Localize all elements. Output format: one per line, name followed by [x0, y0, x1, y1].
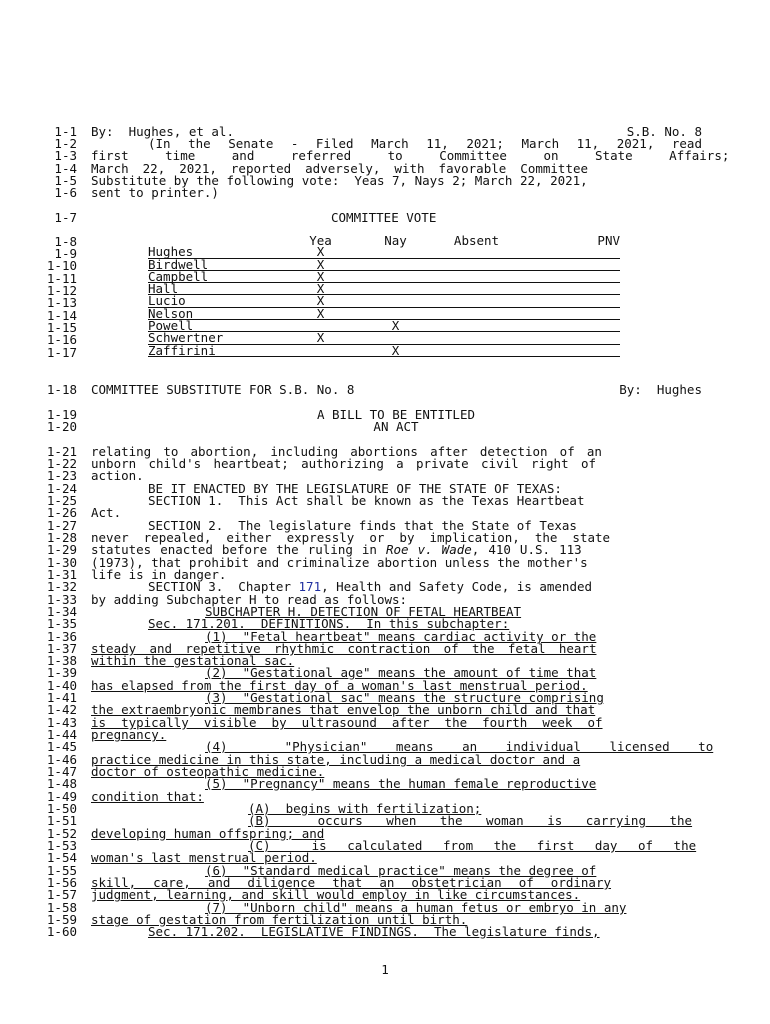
line-1-39: 1-39 (2) "Gestational age" means the amount of time that	[46, 665, 597, 680]
vote-table-header	[148, 235, 620, 246]
line-1-2: 1-2 (In the Senate - Filed March 11, 2021; March 11, 2021, read	[54, 136, 702, 151]
absent-mark	[433, 258, 520, 270]
col-absent: Absent	[453, 233, 500, 248]
line-1-25: 1-25 SECTION 1. This Act shall be known as the Texas Heartbeat	[46, 493, 585, 508]
line-1-37: 1-37 steady and repetitive rhythmic contraction of the fetal heart	[46, 641, 597, 656]
line-1-54: 1-54 woman's last menstrual period.	[46, 850, 317, 865]
yea-mark: X	[316, 305, 325, 321]
line-1-23: 1-23 action.	[46, 468, 144, 483]
nay-mark	[358, 246, 433, 258]
col-yea: Yea	[309, 233, 332, 248]
bill-history: Substitute by the following vote: Yeas 7, Nays 2; March 22, 2021,	[91, 173, 588, 188]
bill-history: first time and referred to Committee on State Affairs;	[91, 148, 730, 163]
table-row	[148, 246, 620, 258]
line-1-44: 1-44 pregnancy.	[46, 727, 167, 742]
member-name: Hall	[148, 281, 179, 297]
absent-mark	[433, 320, 520, 332]
line-1-42: 1-42 the extraembryonic membranes that envelop the unborn child and that	[46, 702, 596, 717]
line-1-24: 1-24 BE IT ENACTED BY THE LEGISLATURE OF THE STATE OF TEXAS:	[46, 481, 562, 496]
pnv-mark	[520, 295, 620, 307]
absent-mark	[433, 246, 520, 258]
yea-mark: X	[316, 330, 325, 346]
pnv-mark	[520, 307, 620, 319]
line-1-57: 1-57 judgment, learning, and skill would employ in like circumstances.	[46, 887, 581, 902]
line-1-31: 1-31 life is in danger.	[46, 567, 227, 582]
bill-subtitle: AN ACT	[373, 419, 419, 434]
committee-vote-table	[148, 235, 620, 357]
line-1-48: 1-48 (5) "Pregnancy" means the human female reproductive	[46, 776, 597, 791]
table-row	[148, 258, 620, 270]
member-name: Birdwell	[148, 256, 209, 272]
line-number: 1-1	[54, 124, 77, 139]
line-1-56: 1-56 skill, care, and diligence that an obstetrician of ordinary	[46, 875, 612, 890]
line-number: 1-8	[54, 234, 77, 249]
line-1-40: 1-40 has elapsed from the first day of a woman's last menstrual period.	[46, 678, 588, 693]
table-row	[148, 283, 620, 295]
absent-mark	[433, 295, 520, 307]
member-name: Hughes	[148, 244, 194, 260]
yea-mark: X	[316, 268, 325, 284]
line-1-4: 1-4 March 22, 2021, reported adversely, with favorable Committee	[54, 161, 589, 176]
case-citation: Roe v. Wade	[385, 542, 472, 557]
nay-mark: X	[391, 342, 400, 358]
absent-mark	[433, 307, 520, 319]
substitute-title: COMMITTEE SUBSTITUTE FOR S.B. No. 8	[91, 382, 355, 397]
table-row	[148, 270, 620, 282]
line-1-46: 1-46 practice medicine in this state, including a medical doctor and a	[46, 752, 581, 767]
line-1-19: 1-19 A BILL TO BE ENTITLED	[0, 408, 770, 421]
absent-mark	[433, 332, 520, 344]
line-1-60: 1-60 Sec. 171.202. LEGISLATIVE FINDINGS. The legislature finds,	[46, 924, 600, 939]
sponsor: By: Hughes, et al.	[91, 124, 234, 139]
pnv-mark	[520, 283, 620, 295]
bill-title: A BILL TO BE ENTITLED	[316, 407, 476, 422]
member-name: Lucio	[148, 293, 186, 309]
pnv-mark	[520, 320, 620, 332]
line-1-58: 1-58 (7) "Unborn child" means a human fetus or embryo in any	[46, 900, 627, 915]
line-1-41: 1-41 (3) "Gestational sac" means the structure comprising	[46, 690, 604, 705]
table-row	[148, 344, 620, 356]
pnv-mark	[520, 344, 620, 356]
line-1-6: 1-6 sent to printer.)	[54, 185, 219, 200]
pnv-mark	[520, 270, 620, 282]
line-1-43: 1-43 is typically visible by ultrasound after the fourth week of	[46, 715, 603, 730]
line-1-47: 1-47 doctor of osteopathic medicine.	[46, 764, 325, 779]
line-1-55: 1-55 (6) "Standard medical practice" means the degree of	[46, 863, 597, 878]
member-name: Nelson	[148, 305, 194, 321]
substitute-by: By: Hughes	[619, 382, 702, 397]
line-1-27: 1-27 SECTION 2. The legislature finds that the State of Texas	[46, 518, 577, 533]
line-1-35: 1-35 Sec. 171.201. DEFINITIONS. In this subchapter:	[46, 616, 510, 631]
nay-mark	[358, 295, 433, 307]
member-name: Zaffirini	[148, 342, 216, 358]
nay-mark	[358, 258, 433, 270]
member-name: Schwertner	[148, 330, 224, 346]
line-1-18: 1-18 COMMITTEE SUBSTITUTE FOR S.B. No. 8 By: Hughes	[46, 382, 702, 397]
line-1-22: 1-22 unborn child's heartbeat; authorizing a private civil right of	[46, 456, 596, 471]
nay-mark	[358, 283, 433, 295]
section-heading: Sec. 171.201. DEFINITIONS. In this subchapter:	[148, 616, 510, 631]
yea-mark: X	[316, 293, 325, 309]
line-1-49: 1-49 condition that:	[46, 789, 204, 804]
yea-mark: X	[316, 244, 325, 260]
line-1-21: 1-21 relating to abortion, including abortions after detection of an	[46, 444, 602, 459]
line-1-34: 1-34 SUBCHAPTER H. DETECTION OF FETAL HEARTBEAT	[46, 604, 522, 619]
line-1-51: 1-51 (B) occurs when the woman is carrying the	[46, 813, 693, 828]
line-1-28: 1-28 never repealed, either expressly or by implication, the state	[46, 530, 611, 545]
line-1-45: 1-45 (4) "Physician" means an individual licensed to	[46, 739, 714, 754]
yea-mark	[283, 344, 358, 356]
line-1-59: 1-59 stage of gestation from fertilization until birth.	[46, 912, 468, 927]
subchapter-heading: SUBCHAPTER H. DETECTION OF FETAL HEARTBEAT	[205, 604, 522, 619]
line-1-5: 1-5 Substitute by the following vote: Yeas 7, Nays 2; March 22, 2021,	[54, 173, 588, 188]
bill-number: S.B. No. 8	[626, 124, 702, 139]
line-1-3: 1-3 first time and referred to Committee on State Affairs;	[54, 148, 730, 163]
line-1-38: 1-38 within the gestational sac.	[46, 653, 295, 668]
line-1-7: 1-7 COMMITTEE VOTE	[54, 210, 437, 225]
line-1-26: 1-26 Act.	[46, 505, 122, 520]
pnv-mark	[520, 258, 620, 270]
yea-mark: X	[316, 256, 325, 272]
page-number: 1	[381, 962, 389, 977]
pnv-mark	[520, 332, 620, 344]
member-name: Campbell	[148, 268, 209, 284]
col-pnv: PNV	[597, 233, 620, 248]
line-1-30: 1-30 (1973), that prohibit and criminalize abortion unless the mother's	[46, 555, 588, 570]
table-row	[148, 332, 620, 344]
absent-mark	[433, 283, 520, 295]
chapter-link[interactable]: 171	[298, 579, 322, 594]
line-1-29: 1-29 statutes enacted before the ruling in Roe v. Wade, 410 U.S. 113	[46, 542, 582, 557]
line-1-50: 1-50 (A) begins with fertilization;	[46, 801, 482, 816]
absent-mark	[433, 344, 520, 356]
yea-mark: X	[316, 281, 325, 297]
table-row	[148, 295, 620, 307]
line-1-20: 1-20 AN ACT	[0, 420, 770, 433]
pnv-mark	[520, 246, 620, 258]
bill-history: March 22, 2021, reported adversely, with favorable Committee	[91, 161, 589, 176]
line-1-53: 1-53 (C) is calculated from the first day of the	[46, 838, 697, 853]
absent-mark	[433, 270, 520, 282]
table-row	[148, 307, 620, 319]
nay-mark	[358, 270, 433, 282]
line-1-32: 1-32 SECTION 3. Chapter 171, Health and Safety Code, is amended	[46, 579, 593, 594]
member-name: Powell	[148, 318, 194, 334]
nay-mark: X	[391, 318, 400, 334]
col-nay: Nay	[384, 233, 407, 248]
line-1-33: 1-33 by adding Subchapter H to read as follows:	[46, 592, 408, 607]
bill-history: (In the Senate - Filed March 11, 2021; March 11, 2021, read	[148, 136, 702, 151]
committee-vote-title: COMMITTEE VOTE	[331, 210, 437, 225]
line-1-52: 1-52 developing human offspring; and	[46, 826, 325, 841]
line-1-36: 1-36 (1) "Fetal heartbeat" means cardiac activity or the	[46, 629, 597, 644]
bill-history: sent to printer.)	[91, 185, 219, 200]
